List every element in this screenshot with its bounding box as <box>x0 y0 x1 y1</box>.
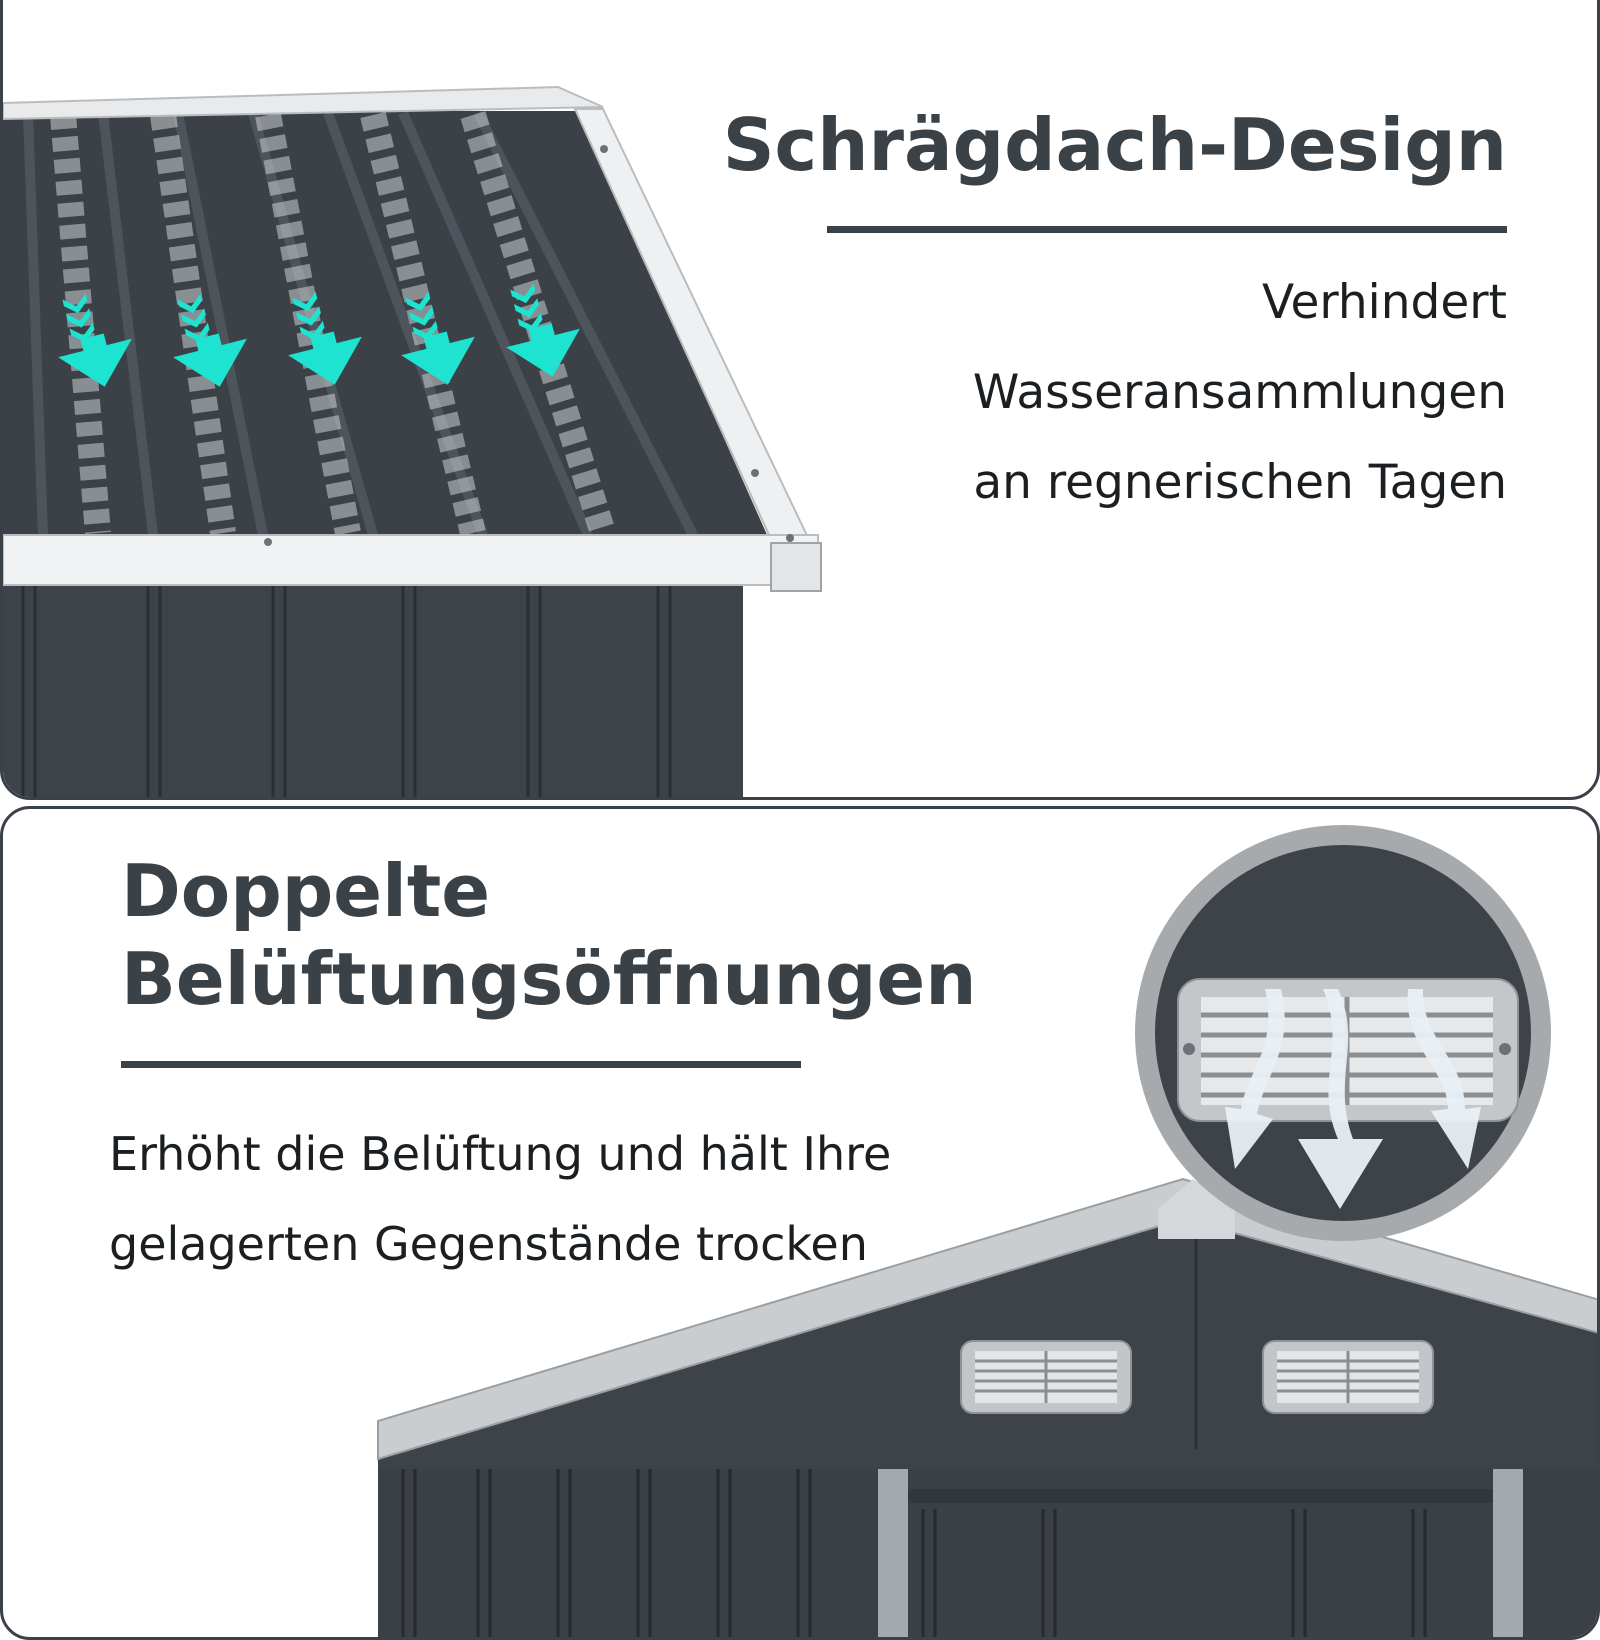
description-line: an regnerischen Tagen <box>973 455 1507 510</box>
description-line: Wasseransammlungen <box>972 365 1507 420</box>
vent-icon <box>1263 1341 1433 1413</box>
roof-design-description <box>887 258 1507 528</box>
ventilation-panel <box>0 806 1600 1640</box>
title-divider <box>121 1061 801 1068</box>
title-line: Belüftungsöffnungen <box>121 937 977 1021</box>
sloped-roof-illustration <box>3 3 843 800</box>
vent-icon <box>961 1341 1131 1413</box>
ventilation-description <box>109 1109 989 1289</box>
description-line: Verhindert <box>1261 275 1507 330</box>
vent-zoom-circle <box>1135 825 1551 1241</box>
description-line: Erhöht die Belüftung und hält Ihre <box>109 1127 892 1181</box>
roof-design-panel <box>0 0 1600 800</box>
title-line: Doppelte <box>121 849 491 933</box>
description-line: gelagerten Gegenstände trocken <box>109 1217 868 1271</box>
title-divider <box>827 226 1507 233</box>
ventilation-title <box>121 847 977 1023</box>
roof-design-title: Schrägdach-Design <box>722 103 1507 187</box>
